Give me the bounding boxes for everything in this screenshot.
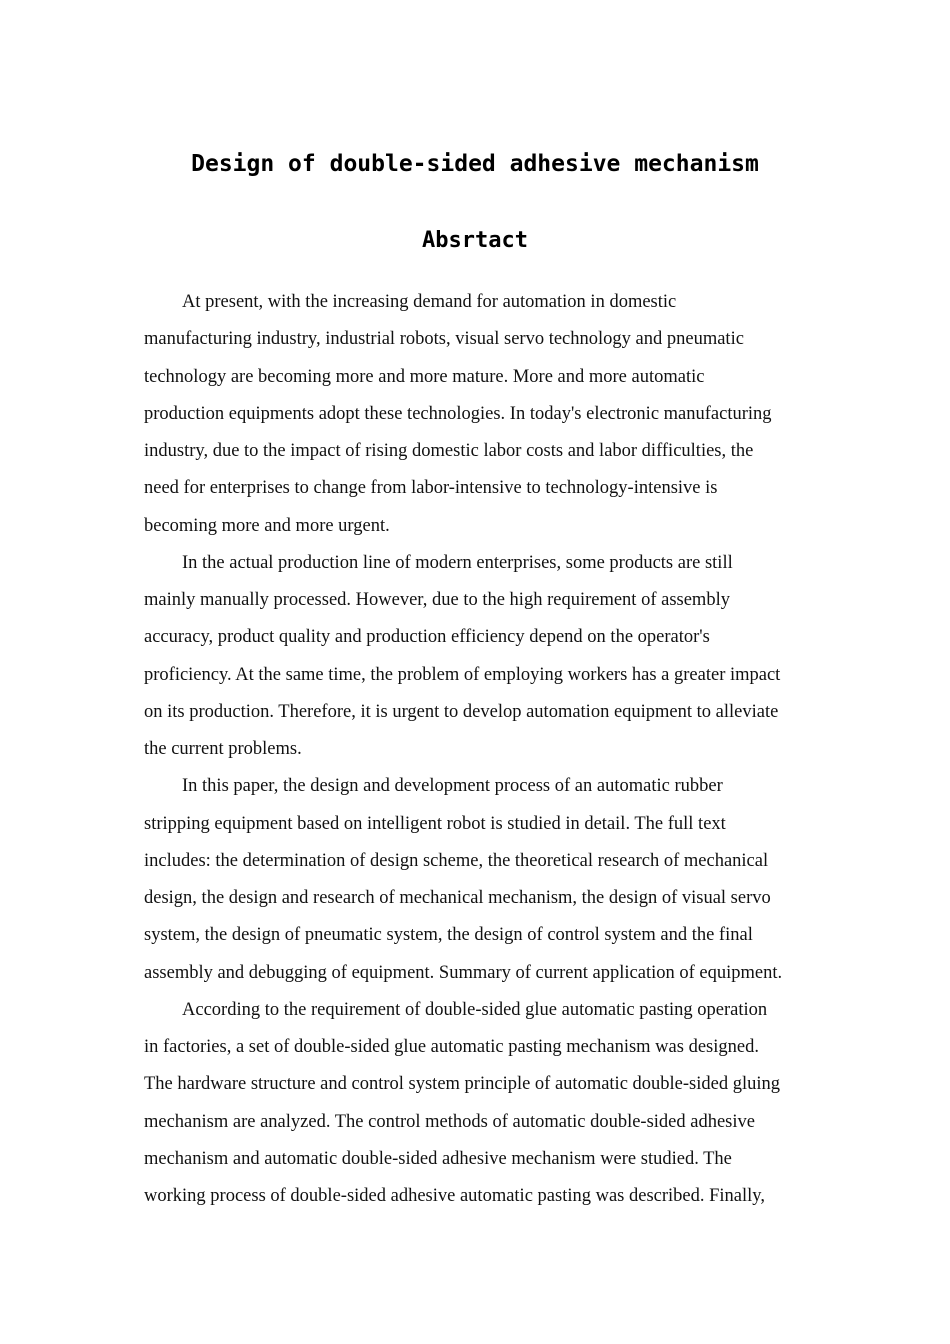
paragraph-line: mechanism are analyzed. The control methods of automatic double-sided adhesive [144,1111,755,1132]
paragraph-line: design, the design and research of mechanical mechanism, the design of visual servo [144,888,771,908]
paragraph-line: accuracy, product quality and production efficiency depend on the operator's [144,627,710,648]
paragraph-line: In this paper, the design and development process of an automatic rubber [182,776,723,797]
paragraph-line: industry, due to the impact of rising domestic labor costs and labor difficulties, the [144,441,754,461]
paragraph-line: proficiency. At the same time, the problem of employing workers has a greater impact [144,664,781,685]
abstract-paragraph [144,768,806,992]
abstract-paragraph [144,545,806,769]
paragraph-line: production equipments adopt these technologies. In today's electronic manufacturing [144,403,772,424]
paragraph-line: manufacturing industry, industrial robots, visual servo technology and pneumatic [144,329,744,350]
paragraph-line: system, the design of pneumatic system, the design of control system and the final [144,925,753,946]
paragraph-line: in factories, a set of double-sided glue automatic pasting mechanism was designed. [144,1037,759,1057]
abstract-heading: Absrtact [422,228,528,253]
paragraph-line: the current problems. [144,739,302,759]
paragraph-line: becoming more and more urgent. [144,515,390,536]
paragraph-line: technology are becoming more and more mature. More and more automatic [144,366,705,387]
paragraph-line: mechanism and automatic double-sided adhesive mechanism were studied. The [144,1148,732,1169]
paragraph-line: In the actual production line of modern enterprises, some products are still [182,552,733,573]
abstract-paragraph [144,992,806,1216]
paragraph-line: working process of double-sided adhesive automatic pasting was described. Finally, [144,1186,765,1206]
paragraph-line: mainly manually processed. However, due to the high requirement of assembly [144,590,730,610]
paragraph-line: The hardware structure and control system principle of automatic double-sided gluing [144,1074,781,1095]
abstract-body [144,284,806,1215]
document-title: Design of double-sided adhesive mechanism [191,151,759,177]
abstract-paragraph [144,284,806,545]
paragraph-line: assembly and debugging of equipment. Summary of current application of equipment. [144,962,783,983]
paragraph-line: At present, with the increasing demand for automation in domestic [182,292,677,312]
paragraph-line: includes: the determination of design scheme, the theoretical research of mechanical [144,850,769,871]
paragraph-line: need for enterprises to change from labor-intensive to technology-intensive is [144,478,718,499]
paragraph-line: According to the requirement of double-sided glue automatic pasting operation [182,999,768,1020]
paragraph-line: on its production. Therefore, it is urgent to develop automation equipment to alleviate [144,701,779,722]
paragraph-line: stripping equipment based on intelligent robot is studied in detail. The full text [144,813,726,834]
